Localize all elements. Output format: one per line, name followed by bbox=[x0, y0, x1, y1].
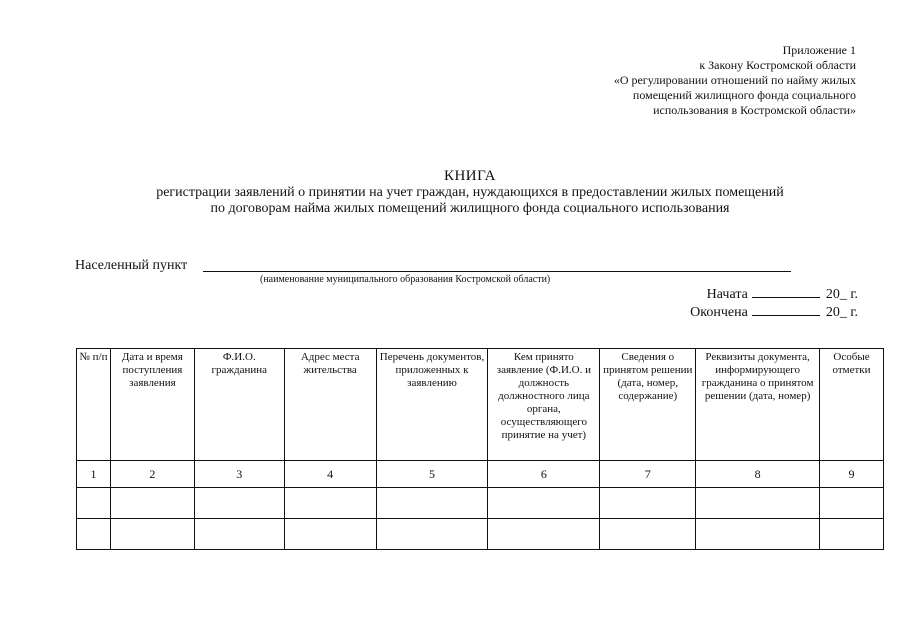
table-cell bbox=[77, 488, 111, 519]
appendix-line: Приложение 1 bbox=[782, 43, 856, 57]
register-table bbox=[76, 348, 884, 550]
column-number: 2 bbox=[110, 461, 194, 488]
period-block bbox=[690, 285, 858, 321]
appendix-line: к Закону Костромской области bbox=[699, 58, 856, 72]
appendix-line: помещений жилищного фонда социального bbox=[632, 88, 856, 102]
settlement-hint: (наименование муниципального образования Костромской области) bbox=[260, 274, 551, 285]
period-started-row bbox=[690, 285, 858, 303]
table-cell bbox=[77, 519, 111, 550]
table-cell bbox=[600, 488, 696, 519]
table-row bbox=[77, 519, 884, 550]
table-cell bbox=[488, 488, 600, 519]
column-header: Адрес места жительства bbox=[284, 349, 376, 461]
column-number: 4 bbox=[284, 461, 376, 488]
column-number: 1 bbox=[77, 461, 111, 488]
table-cell bbox=[488, 519, 600, 550]
column-header: Перечень документов, приложенных к заявлению bbox=[376, 349, 488, 461]
settlement-label: Населенный пункт bbox=[75, 258, 188, 273]
period-ended-label: Окончена bbox=[690, 305, 748, 320]
table-cell bbox=[284, 488, 376, 519]
column-header: Сведения о принятом решении (дата, номер, содержание) bbox=[600, 349, 696, 461]
column-number: 5 bbox=[376, 461, 488, 488]
column-header: Кем принято заявление (Ф.И.О. и должность должностного лица органа, осуществляющего принятие на учет) bbox=[488, 349, 600, 461]
table-cell bbox=[284, 519, 376, 550]
table-cell bbox=[110, 488, 194, 519]
table-cell bbox=[696, 488, 820, 519]
table-header-row bbox=[77, 349, 884, 461]
period-ended-row bbox=[690, 303, 858, 321]
column-number: 7 bbox=[600, 461, 696, 488]
column-number: 6 bbox=[488, 461, 600, 488]
period-ended-blank bbox=[752, 303, 820, 316]
column-number: 9 bbox=[820, 461, 884, 488]
column-header: Дата и время поступления заявления bbox=[110, 349, 194, 461]
column-number: 3 bbox=[194, 461, 284, 488]
appendix-note bbox=[614, 43, 856, 118]
document-heading bbox=[60, 168, 880, 217]
column-number-row bbox=[77, 461, 884, 488]
settlement-blank-line bbox=[203, 271, 791, 272]
table-cell bbox=[376, 488, 488, 519]
table-cell bbox=[110, 519, 194, 550]
table-row bbox=[77, 488, 884, 519]
document-title: КНИГА bbox=[443, 168, 497, 184]
table-cell bbox=[194, 488, 284, 519]
table-cell bbox=[820, 519, 884, 550]
table-cell bbox=[600, 519, 696, 550]
table-cell bbox=[376, 519, 488, 550]
document-subtitle-line: регистрации заявлений о принятии на учет граждан, нуждающихся в предоставлении жилых помещений bbox=[156, 185, 784, 200]
period-ended-year: 20_ г. bbox=[825, 305, 858, 320]
column-header: Особые отметки bbox=[820, 349, 884, 461]
column-header: Ф.И.О. гражданина bbox=[194, 349, 284, 461]
table-cell bbox=[194, 519, 284, 550]
document-subtitle-line: по договорам найма жилых помещений жилищного фонда социального использования bbox=[210, 201, 730, 216]
table-cell bbox=[696, 519, 820, 550]
table-cell bbox=[820, 488, 884, 519]
period-started-year: 20_ г. bbox=[825, 287, 858, 302]
column-header: Реквизиты документа, информирующего гражданина о принятом решении (дата, номер) bbox=[696, 349, 820, 461]
column-header: № п/п bbox=[77, 349, 111, 461]
period-started-blank bbox=[752, 285, 820, 298]
column-number: 8 bbox=[696, 461, 820, 488]
appendix-line: использования в Костромской области» bbox=[653, 103, 856, 117]
appendix-line: «О регулировании отношений по найму жилых bbox=[613, 73, 856, 87]
period-started-label: Начата bbox=[706, 287, 748, 302]
